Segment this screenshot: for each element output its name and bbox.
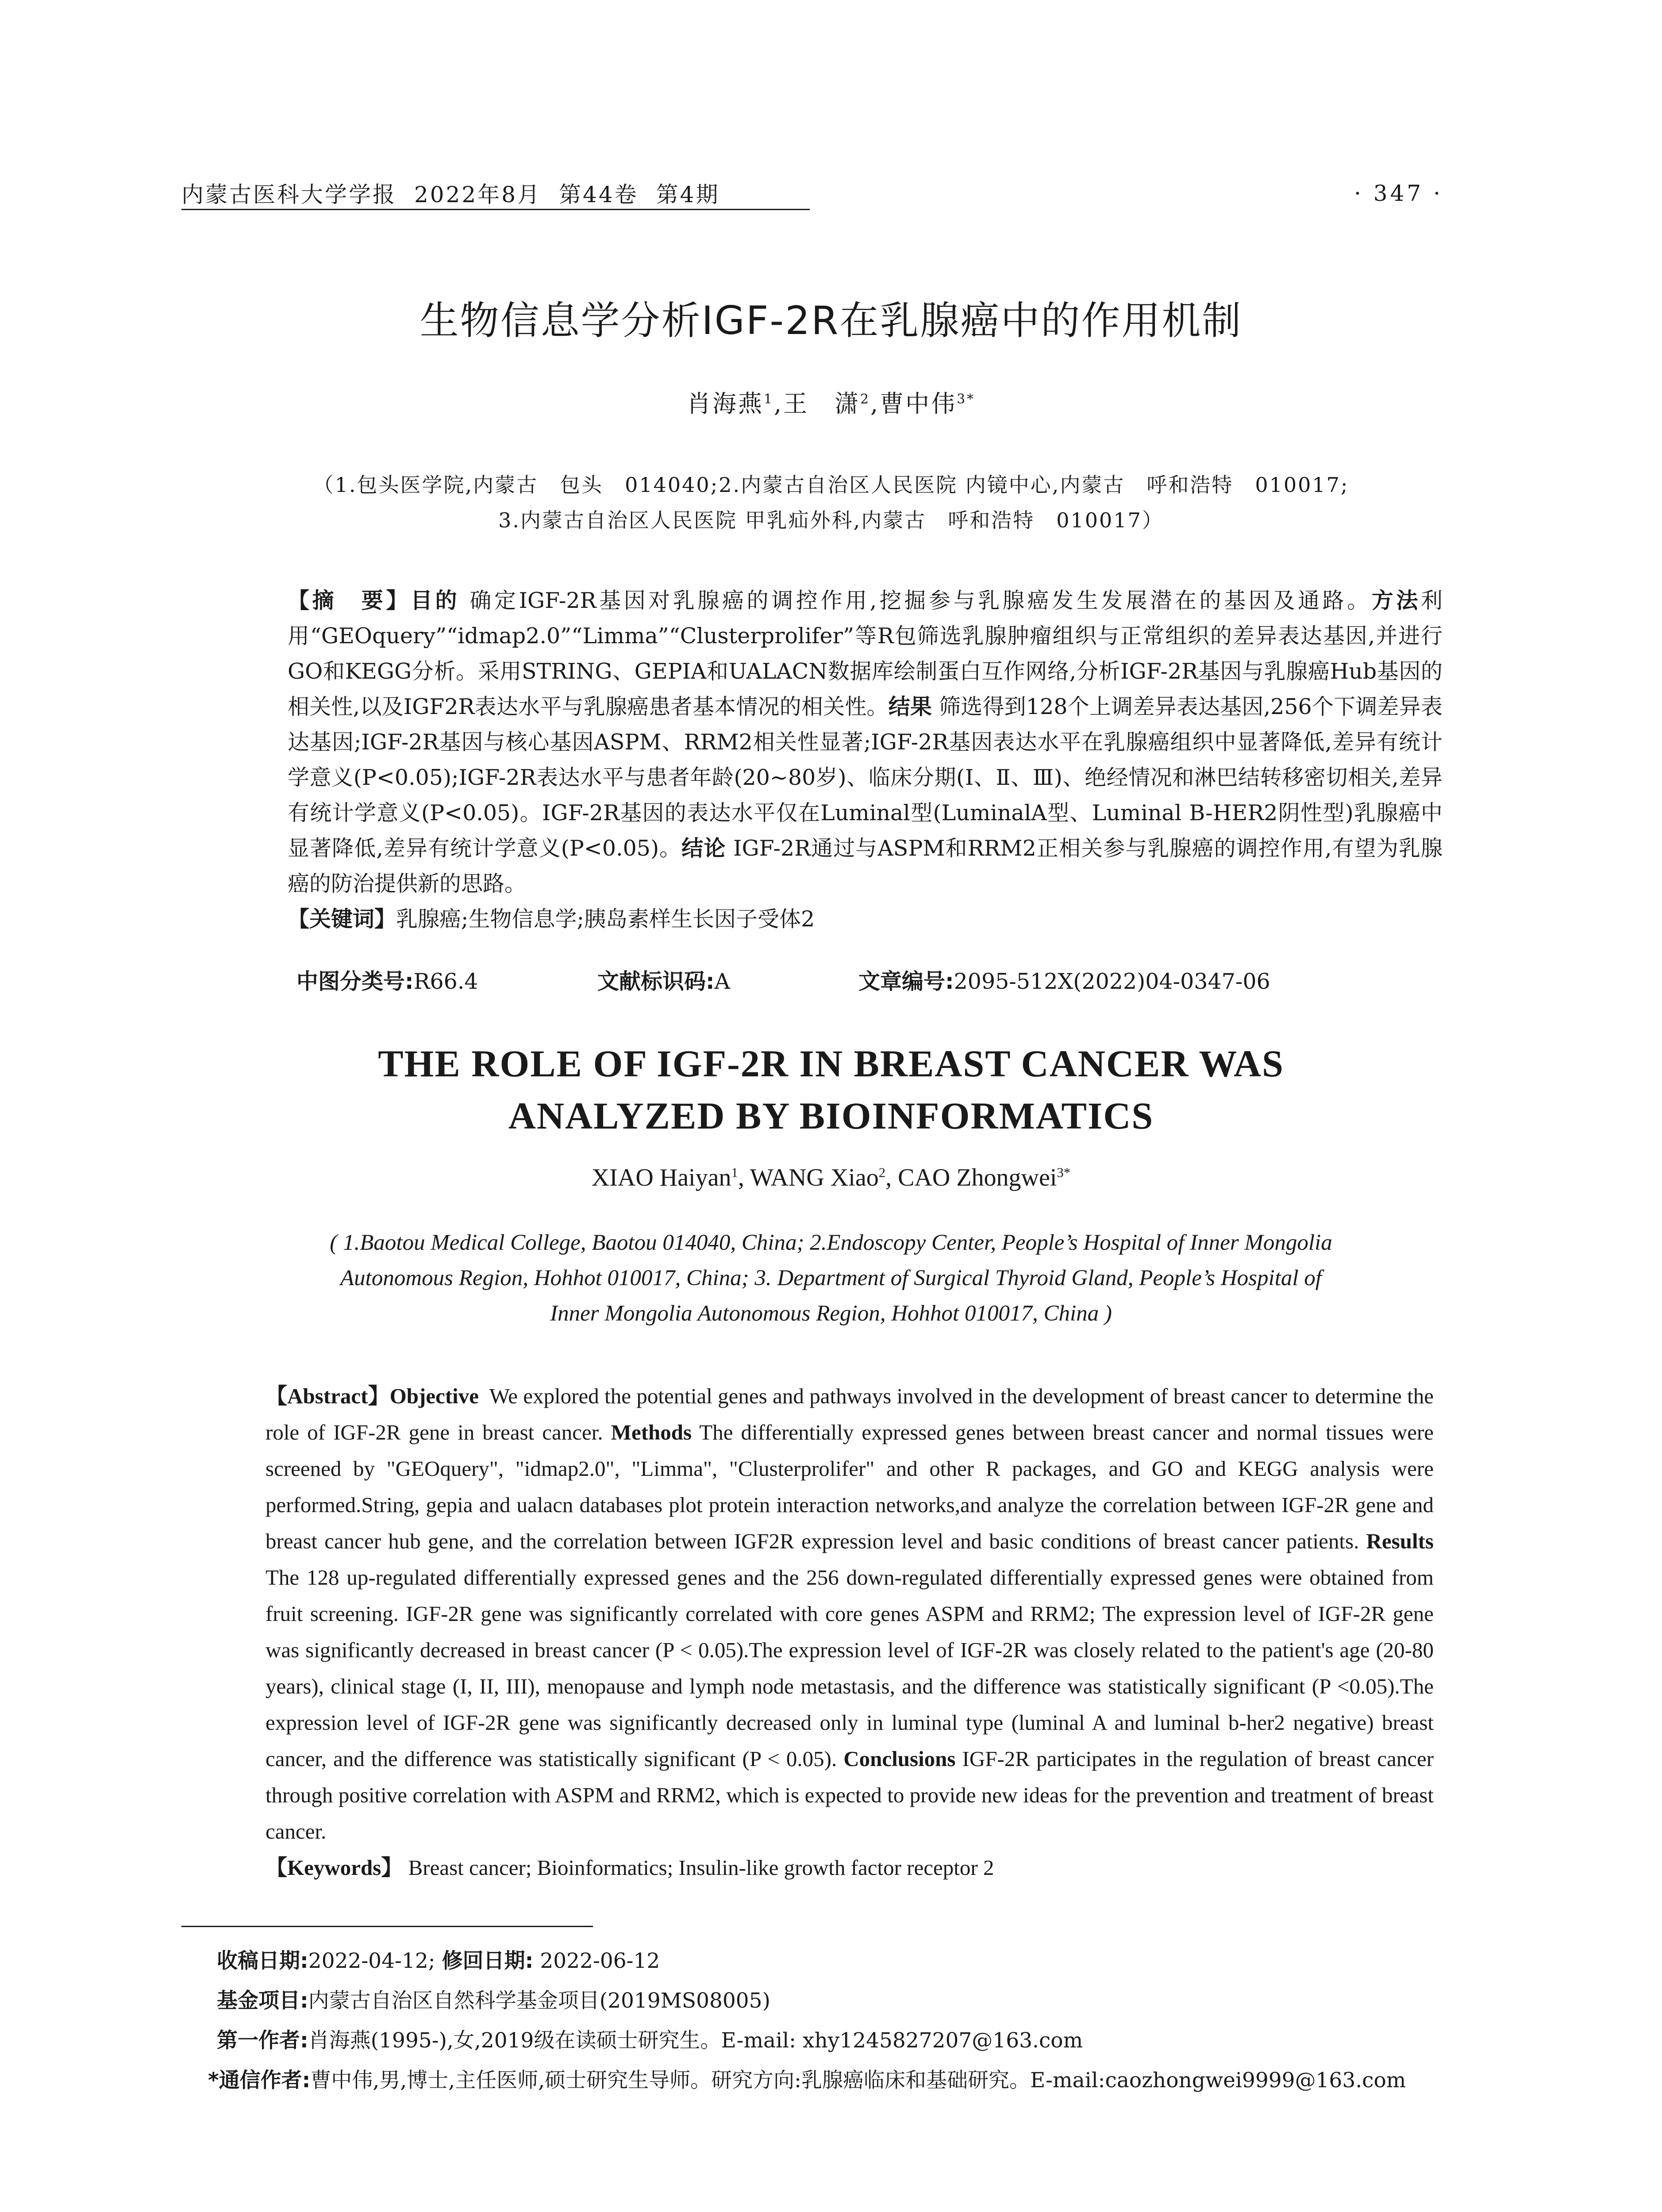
revised-date: 2022-06-12 — [540, 1949, 660, 1973]
title-en-line1: THE ROLE OF IGF-2R IN BREAST CANCER WAS — [378, 1042, 1284, 1085]
article-value: 2095-512X(2022)04-0347-06 — [954, 969, 1270, 994]
affiliation-en-line1: ( 1.Baotou Medical College, Baotou 014040, China; 2.Endoscopy Center, People’s Hospital of Inner Mongolia — [330, 1230, 1332, 1255]
footnote-corresponding — [208, 2064, 1406, 2093]
footnote-dates — [217, 1944, 660, 1974]
objective-en: We explored the potential genes and pathways involved in the development of breast cancer to determine the role of IGF-2R gene in breast cancer. — [265, 1384, 1434, 1444]
received-label: 收稿日期: — [217, 1949, 308, 1973]
issue: 第4期 — [656, 182, 720, 207]
title-cn: 生物信息学分析IGF-2R在乳腺癌中的作用机制 — [419, 298, 1243, 343]
results-cn: 筛选得到128个上调差异表达基因,256个下调差异表达基因;IGF-2R基因与核心基因ASPM、RRM2相关性显著;IGF-2R基因表达水平在乳腺癌组织中显著降低,差异有统计学意义(P<0.05);IGF-2R表达水平与患者年龄(20~80岁)、临床分期(Ⅰ、Ⅱ、Ⅲ)、绝经情况和淋巴结转移密切相关,差异有统计学意义(P<0.05)。IGF-2R基因的表达水平仅在Luminal型(LuminalA型、Luminal B-HER2阴性型)乳腺癌中显著降低,差异有统计学意义(P<0.05)。 — [288, 694, 1443, 861]
footnote-fund — [217, 1984, 770, 2014]
objective-cn: 确定IGF-2R基因对乳腺癌的调控作用,挖掘参与乳腺癌发生发展潜在的基因及通路。 — [469, 588, 1372, 613]
objective-cn-label: 目的 — [411, 588, 460, 613]
objective-en-label: Objective — [389, 1384, 479, 1408]
abstract-en — [230, 1378, 1434, 1886]
abstract-en-paragraph — [230, 1378, 1434, 1850]
keywords-cn — [243, 902, 1443, 937]
abstract-en-label: 【Abstract】 — [265, 1384, 390, 1408]
journal-name: 内蒙古医科大学学报 — [181, 182, 396, 207]
author-3: 曹中伟 — [880, 390, 957, 418]
clc-number — [296, 964, 478, 995]
keywords-en-label: 【Keywords】 — [265, 1855, 403, 1880]
author-2-sup: 2 — [860, 392, 871, 407]
affiliation-cn-line1: （1.包头医学院,内蒙古 包头 014040;2.内蒙古自治区人民医院 内镜中心,内蒙古 呼和浩特 010017; — [313, 473, 1349, 497]
methods-cn: 利用“GEOquery”“idmap2.0”“Limma”“Clusterprolifer”等R包筛选乳腺肿瘤组织与正常组织的差异表达基因,并进行GO和KEGG分析。采用STRING、GEPIA和UALACN数据库绘制蛋白互作网络,分析IGF-2R基因与乳腺癌Hub基因的相关性,以及IGF2R表达水平与乳腺癌患者基本情况的相关性。 — [288, 588, 1443, 719]
footnote-first-author — [217, 2024, 1083, 2054]
conclusions-cn-label: 结论 — [681, 836, 726, 861]
conclusions-en: IGF-2R participates in the regulation of breast cancer through positive correlation with ASPM and RRM2, which is expected to provide new ideas for the prevention and treatment of breast cancer. — [265, 1747, 1434, 1843]
author-en-1-sup: 1 — [731, 1165, 738, 1180]
author-1: 肖海燕 — [687, 390, 764, 418]
first-author-value: 肖海燕(1995-),女,2019级在读硕士研究生。E-mail: xhy1245827207@163.com — [308, 2028, 1083, 2053]
article-number — [858, 964, 1270, 995]
abstract-cn-label: 【摘 要】 — [288, 588, 411, 613]
doc-label: 文献标识码: — [597, 969, 715, 994]
keywords-en — [230, 1850, 1434, 1886]
author-1-sup: 1 — [764, 392, 774, 407]
affiliation-en-line2: Autonomous Region, Hohhot 010017, China; 3. Department of Surgical Thyroid Gland, People’s Hospital of — [340, 1266, 1322, 1290]
article-label: 文章编号: — [858, 969, 954, 994]
footnote-rule — [181, 1926, 593, 1927]
author-en-2: WANG Xiao — [750, 1164, 879, 1191]
author-3-sup: 3* — [957, 392, 975, 407]
methods-en-label: Methods — [611, 1420, 692, 1444]
authors-cn: 肖海燕$^1$,王 潇$^2$,曹中伟$^{3*}$ — [687, 390, 975, 418]
header-rule — [181, 209, 810, 210]
revised-label: 修回日期: — [442, 1949, 534, 1973]
abstract-cn-paragraph — [243, 583, 1443, 902]
issue-date: 2022年8月 — [414, 182, 542, 207]
affiliation-cn-line2: 3.内蒙古自治区人民医院 甲乳疝外科,内蒙古 呼和浩特 010017） — [498, 508, 1164, 532]
conclusions-cn: IGF-2R通过与ASPM和RRM2正相关参与乳腺癌的调控作用,有望为乳腺癌的防治提供新的思路。 — [288, 836, 1443, 896]
document-code — [597, 964, 730, 995]
corresponding-value: 曹中伟,男,博士,主任医师,硕士研究生导师。研究方向:乳腺癌临床和基础研究。E-mail:caozhongwei9999@163.com — [310, 2068, 1406, 2093]
results-cn-label: 结果 — [888, 694, 932, 719]
author-en-2-sup: 2 — [878, 1165, 886, 1180]
keywords-en-value: Breast cancer; Bioinformatics; Insulin-like growth factor receptor 2 — [408, 1855, 994, 1880]
keywords-cn-label: 【关键词】 — [288, 906, 396, 932]
doc-value: A — [714, 969, 730, 994]
clc-value: R66.4 — [413, 969, 478, 994]
conclusions-en-label: Conclusions — [843, 1747, 956, 1771]
author-2: 王 潇 — [783, 390, 861, 418]
title-en-line2: ANALYZED BY BIOINFORMATICS — [508, 1094, 1154, 1137]
affiliation-en-line3: Inner Mongolia Autonomous Region, Hohhot 010017, China ) — [550, 1301, 1112, 1326]
authors-en: XIAO Haiyan$^1$, WANG Xiao$^2$, CAO Zhongwei$^{3*}$ — [591, 1164, 1071, 1191]
methods-en: The differentially expressed genes between breast cancer and normal tissues were screened by "GEOquery", "idmap2.0", "Limma", "Clusterprolifer" and other R packages, and GO and KEGG analysis were performed.String, gepia and ualacn databases plot protein interaction networks,and analyze the correlation between IGF-2R gene and breast cancer hub gene, and the correlation between IGF2R expression level and basic conditions of breast cancer patients. — [265, 1420, 1434, 1553]
abstract-cn — [243, 583, 1443, 937]
author-en-3-sup: 3* — [1057, 1165, 1071, 1180]
author-en-1: XIAO Haiyan — [591, 1164, 731, 1191]
first-author-label: 第一作者: — [217, 2028, 308, 2053]
page-number: · 347 · — [1354, 180, 1443, 206]
title-en — [0, 1037, 1662, 1142]
clc-label: 中图分类号: — [296, 969, 414, 994]
received-date: 2022-04-12; — [308, 1949, 435, 1973]
results-en: The 128 up-regulated differentially expressed genes and the 256 down-regulated differentially expressed genes were obtained from fruit screening. IGF-2R gene was significantly correlated with core genes ASPM and RRM2; The expression level of IGF-2R gene was significantly decreased in breast cancer (P < 0.05).The expression level of IGF-2R was closely related to the patient's age (20-80 years), clinical stage (I, II, III), menopause and lymph node metastasis, and the difference was statistically significant (P <0.05).The expression level of IGF-2R gene was significantly decreased only in luminal type (luminal A and luminal b-her2 negative) breast cancer, and the difference was statistically significant (P < 0.05). — [265, 1565, 1434, 1771]
results-en-label: Results — [1366, 1529, 1434, 1553]
running-header — [181, 177, 738, 209]
author-en-3: CAO Zhongwei — [898, 1164, 1057, 1191]
corresponding-label: *通信作者: — [208, 2068, 311, 2093]
fund-value: 内蒙古自治区自然科学基金项目(2019MS08005) — [308, 1989, 770, 2013]
methods-cn-label: 方法 — [1371, 588, 1421, 613]
volume: 第44卷 — [559, 182, 639, 207]
fund-label: 基金项目: — [217, 1989, 308, 2013]
keywords-cn-value: 乳腺癌;生物信息学;胰岛素样生长因子受体2 — [396, 906, 815, 932]
